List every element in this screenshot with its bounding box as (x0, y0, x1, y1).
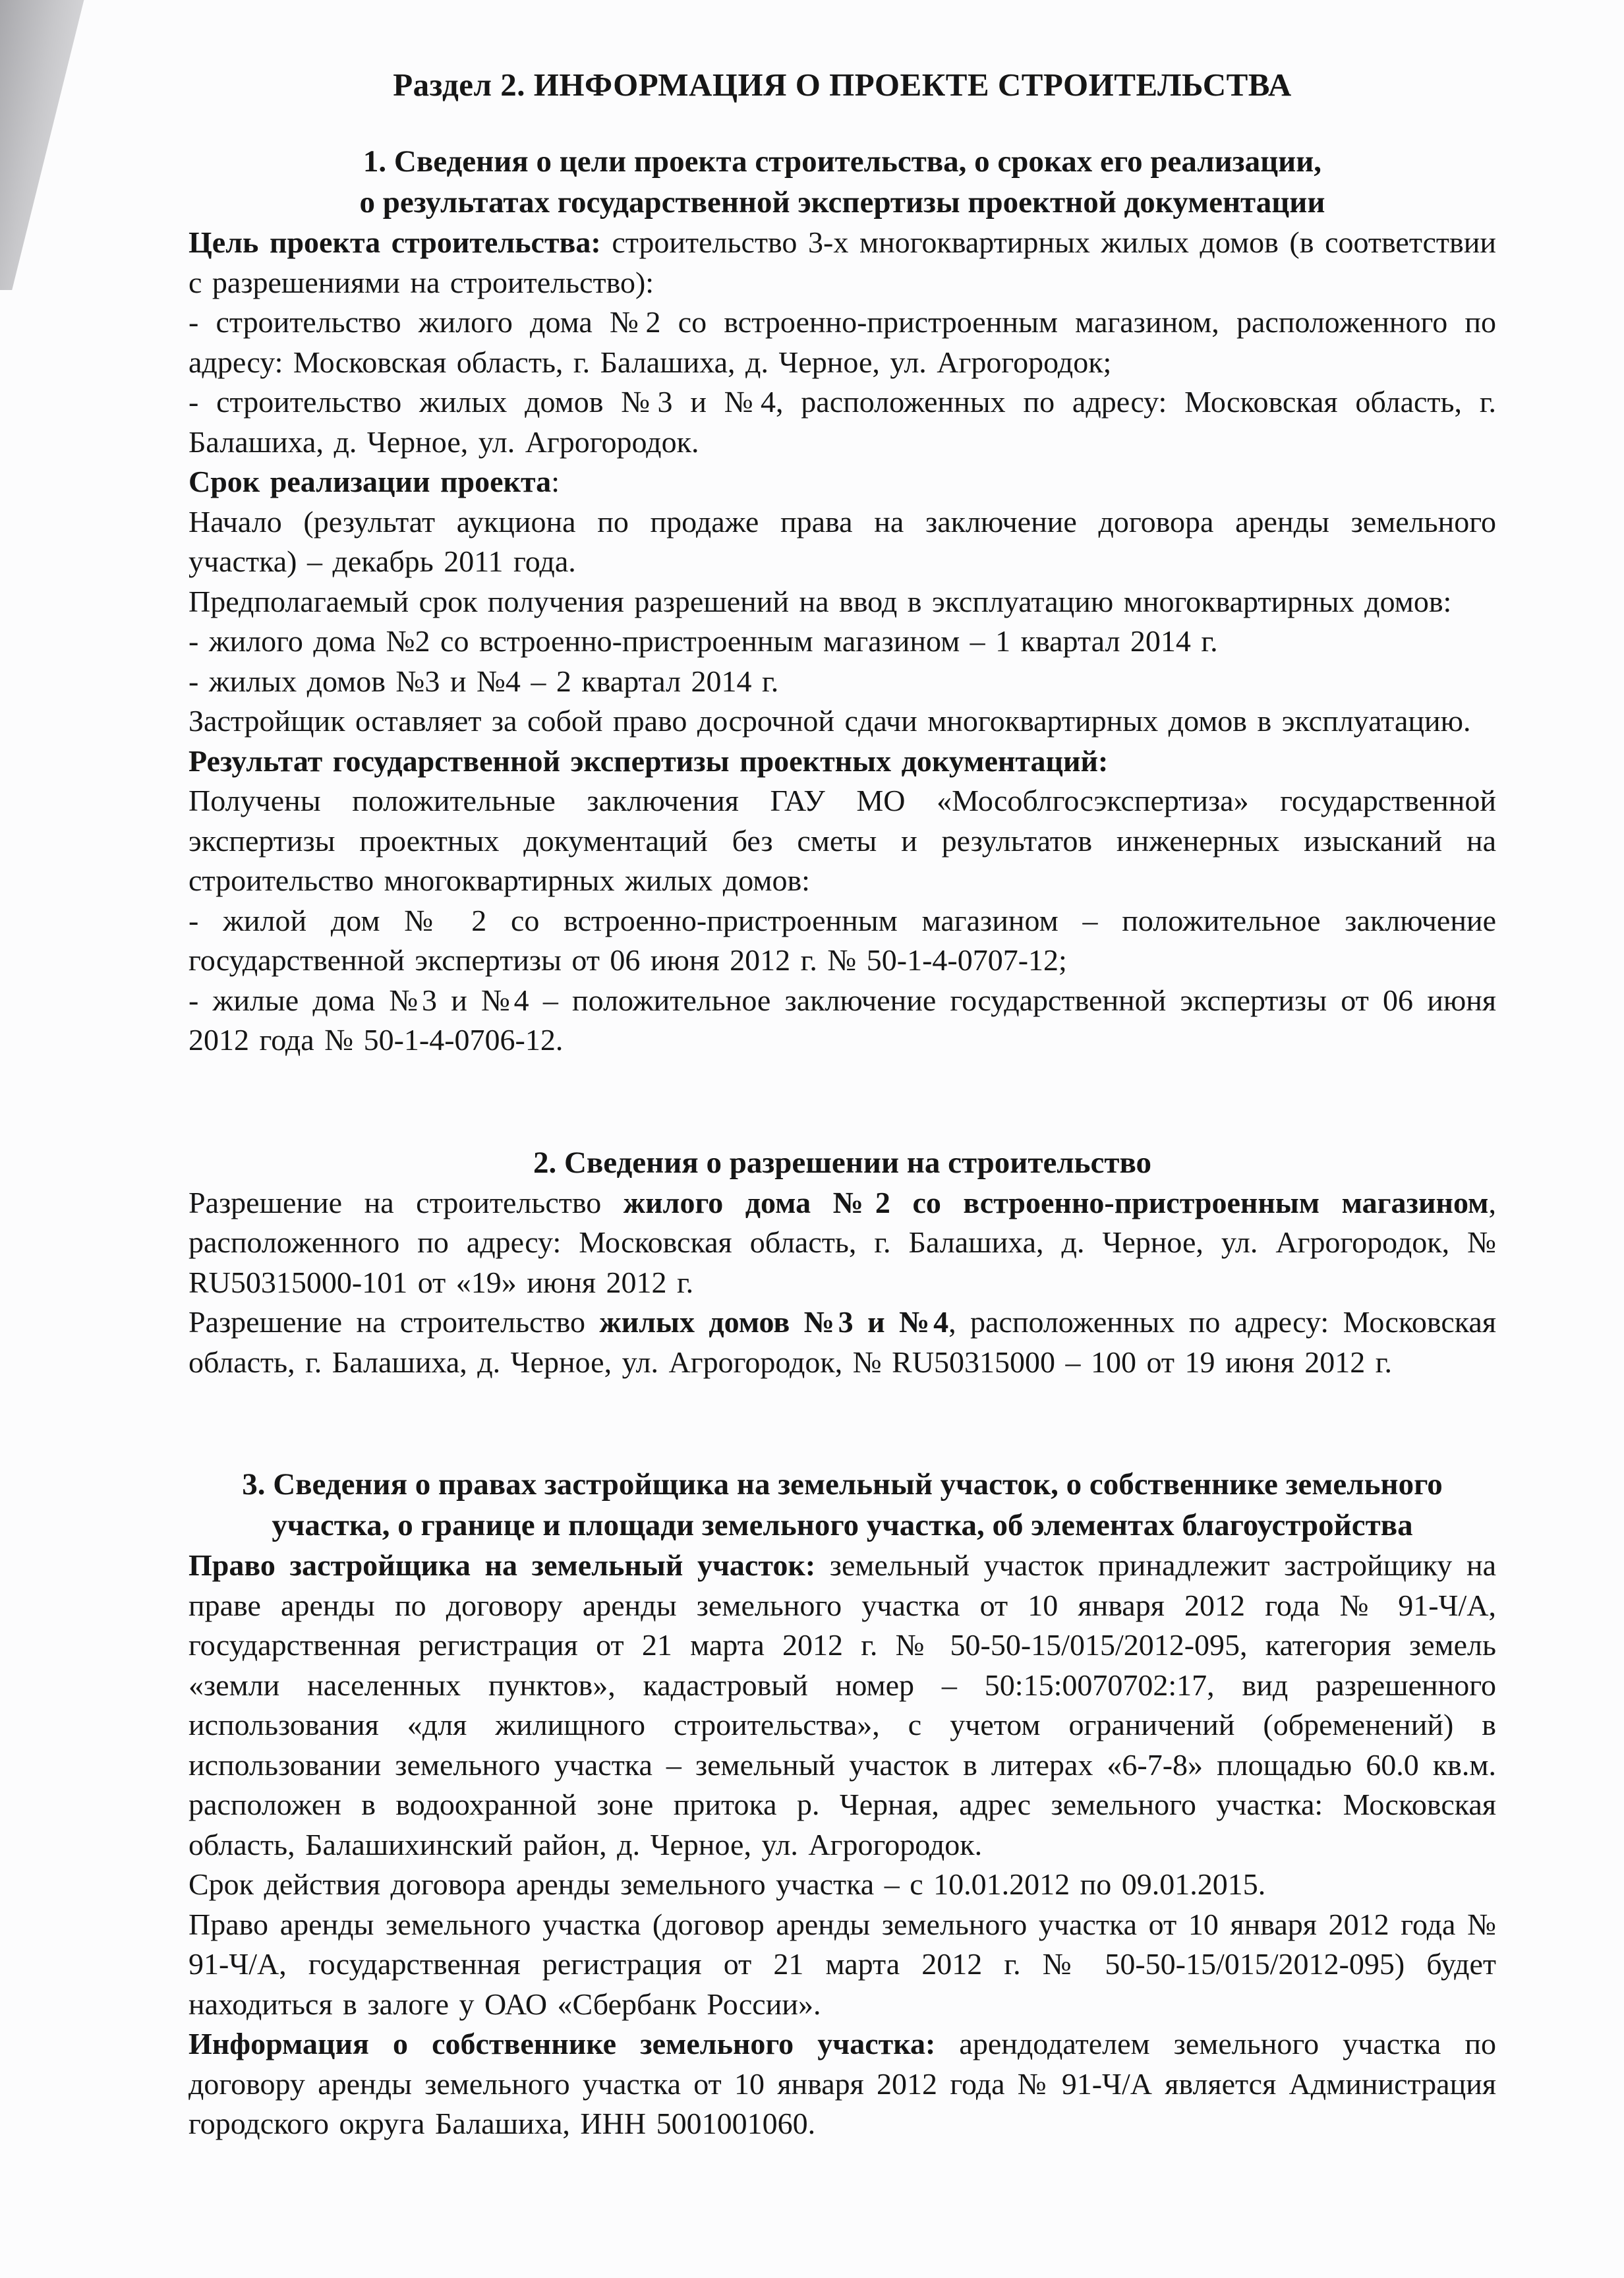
s2-permit-house2-rest: , расположенного по адресу: Московская область, г. Балашиха, д. Черное, ул. Агрогородок, № RU50315000-101 от «19» июня 2012 г. (188, 1185, 1497, 1299)
s1-term-label-bold: Срок реализации проекта (188, 465, 552, 498)
s1-term-houses34 (188, 662, 1496, 702)
s1-term-label-colon: : (551, 465, 560, 498)
s1-term-house2 (188, 622, 1496, 662)
section-1-heading-line-2: о результатах государственной экспертизы проектной документации (359, 185, 1325, 219)
section-1-heading (188, 141, 1496, 223)
s2-permit-houses34 (188, 1302, 1496, 1382)
s2-permit-houses34-lead: Разрешение на строительство (188, 1305, 600, 1339)
s1-expertise-received (188, 781, 1496, 901)
page-curl-highlight (0, 0, 92, 290)
s3-owner-info-text: арендодателем земельного участка по договору аренды земельного участка от 10 января 2012 года № 91-Ч/А является Администрация городского округа Балашиха, ИНН 5001001060. (188, 2027, 1496, 2140)
s1-expertise-houses34 (188, 981, 1496, 1061)
s3-lease-pledge-text: Право аренды земельного участка (договор аренды земельного участка от 10 января 2012 года № 91-Ч/А, государственная регистрация от 21 марта 2012 г. № 50-50-15/015/2012-095) будет находиться в залоге у ОАО «Сбербанк России». (188, 1907, 1496, 2021)
s3-land-right-label: Право застройщика на земельный участок: (188, 1548, 816, 1582)
s3-owner-info (188, 2024, 1496, 2144)
section-2 (188, 1142, 1496, 1383)
s1-expertise-received-text: Получены положительные заключения ГАУ МО «Мособлгосэкспертиза» государственной экспертизы проектных документаций без сметы и результатов инженерных изысканий на строительство многоквартирных жилых домов: (188, 784, 1496, 897)
section-3 (188, 1464, 1496, 2144)
section-3-heading (188, 1464, 1496, 1546)
section-3-heading-line-1: 3. Сведения о правах застройщика на земельный участок, о собственнике земельного (242, 1467, 1443, 1502)
s3-lease-term-text: Срок действия договора аренды земельного участка – с 10.01.2012 по 09.01.2015. (188, 1867, 1266, 1901)
section-2-heading-line-1: 2. Сведения о разрешении на строительство (533, 1145, 1152, 1180)
s1-expertise-label (188, 742, 1496, 782)
s2-permit-houses34-bold: жилых домов №3 и №4 (599, 1305, 949, 1339)
s1-term-expected-text: Предполагаемый срок получения разрешений на ввод в эксплуатацию многоквартирных домов: (188, 584, 1452, 618)
section-1 (188, 141, 1496, 1061)
section-3-heading-line-2: участка, о границе и площади земельного участка, об элементах благоустройства (272, 1508, 1413, 1542)
document-title: Раздел 2. ИНФОРМАЦИЯ О ПРОЕКТЕ СТРОИТЕЛЬСТВА (393, 67, 1292, 103)
document-content (188, 0, 1496, 2144)
s1-expertise-house2-text: - жилой дом № 2 со встроенно-пристроенным магазином – положительное заключение государственной экспертизы от 06 июня 2012 г. № 50-1-4-0707-12; (188, 903, 1496, 977)
s1-term-start-text: Начало (результат аукциона по продаже права на заключение договора аренды земельного участка) – декабрь 2011 года. (188, 504, 1496, 578)
s3-land-right (188, 1546, 1496, 1865)
s1-term-label (188, 462, 1496, 502)
section-1-heading-line-1: 1. Сведения о цели проекта строительства, о сроках его реализации, (362, 144, 1322, 179)
s1-expertise-label-bold: Результат государственной экспертизы проектных документаций: (188, 744, 1109, 778)
s3-lease-term (188, 1865, 1496, 1905)
s1-paragraph-goal (188, 223, 1496, 303)
s1-bullet-house2-text: - строительство жилого дома №2 со встроенно-пристроенным магазином, расположенного по адресу: Московская область, г. Балашиха, д. Черное, ул. Агрогородок; (188, 305, 1496, 379)
s3-land-right-text: земельный участок принадлежит застройщику на праве аренды по договору аренды земельного участка от 10 января 2012 года № 91-Ч/А, государственная регистрация от 21 марта 2012 г. № 50-50-15/015/2012-095, категория земель «земли населенных пунктов», кадастровый номер – 50:15:0070702:17, вид разрешенного использования «для жилищного строительства», с учетом ограничений (обременений) в использовании земельного участка – земельный участок в литерах «6-7-8» площадью 60.0 кв.м. расположен в водоохранной зоне притока р. Черная, адрес земельного участка: Московская область, Балашихинский район, д. Черное, ул. Агрогородок. (188, 1548, 1496, 1861)
s1-term-expected (188, 582, 1496, 622)
s1-bullet-houses34 (188, 382, 1496, 462)
s1-goal-label: Цель проекта строительства: (188, 225, 601, 259)
s1-expertise-houses34-text: - жилые дома №3 и №4 – положительное заключение государственной экспертизы от 06 июня 2012 года № 50-1-4-0706-12. (188, 983, 1496, 1057)
s3-owner-info-label: Информация о собственнике земельного участка: (188, 2027, 936, 2060)
section-2-heading (188, 1142, 1496, 1183)
s2-permit-house2-bold: жилого дома №2 со встроенно-пристроенным магазином (623, 1185, 1489, 1219)
s1-bullet-houses34-text: - строительство жилых домов №3 и №4, расположенных по адресу: Московская область, г. Балашиха, д. Черное, ул. Агрогородок. (188, 385, 1496, 459)
s1-term-houses34-text: - жилых домов №3 и №4 – 2 квартал 2014 г. (188, 664, 779, 698)
s2-permit-houses34-rest: , расположенных по адресу: Московская область, г. Балашиха, д. Черное, ул. Агрогородок, № RU50315000 – 100 от 19 июня 2012 г. (188, 1305, 1496, 1379)
s2-permit-house2 (188, 1183, 1496, 1303)
s1-early-delivery (188, 701, 1496, 742)
s2-permit-house2-lead: Разрешение на строительство (188, 1185, 624, 1219)
s1-goal-text: строительство 3-х многоквартирных жилых домов (в соответствии с разрешениями на строительство): (188, 225, 1496, 299)
s1-term-start (188, 502, 1496, 582)
s1-early-delivery-text: Застройщик оставляет за собой право досрочной сдачи многоквартирных домов в эксплуатацию. (188, 704, 1471, 738)
s3-lease-pledge (188, 1905, 1496, 2025)
s1-term-house2-text: - жилого дома №2 со встроенно-пристроенным магазином – 1 квартал 2014 г. (188, 624, 1218, 658)
s1-bullet-house2 (188, 303, 1496, 382)
s1-expertise-house2 (188, 901, 1496, 981)
